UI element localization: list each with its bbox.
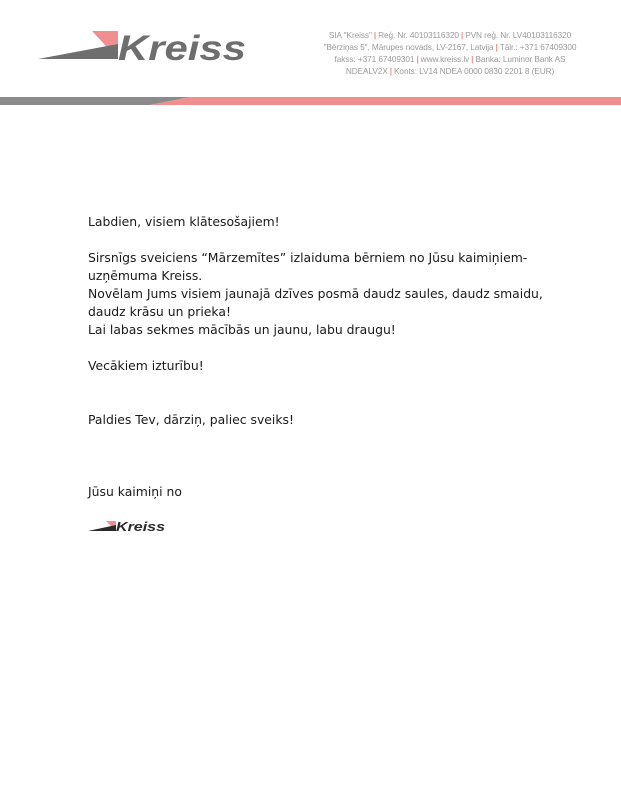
bank: Banka: Luminor Bank AS — [475, 54, 566, 64]
address: "Bērziņas 5", Mārupes novads, LV-2167, Latvija — [323, 42, 494, 52]
company-info-line1: SIA "Kreiss" | Reģ. Nr. 40103116320 | PVN reģ. Nr. LV40103116320 — [328, 30, 572, 40]
congrats-line-2: uzņēmuma Kreiss. — [88, 268, 203, 283]
farewell-line: Paldies Tev, dārziņ, paliec sveiks! — [88, 412, 294, 427]
sig-logo-dark-wedge — [88, 525, 116, 531]
letter-body — [88, 213, 548, 501]
rule-pink-segment — [150, 97, 621, 105]
company-info-line4: NDEALV2X | Konts: LV14 NDEA 0000 0830 2201 8 (EUR) — [345, 66, 555, 76]
website: www.kreiss.lv — [420, 54, 470, 64]
congrats-line-1: Sirsnīgs sveiciens “Mārzemītes” izlaiduma bērniem no Jūsu kaimiņiem- — [88, 250, 528, 265]
signature-line: Jūsu kaimiņi no — [88, 484, 182, 499]
account: Konts: LV14 NDEA 0000 0830 2201 8 (EUR) — [394, 66, 555, 76]
logo-wordmark: Kreiss — [118, 29, 246, 68]
logo-gray-wedge — [38, 44, 118, 59]
spacer — [88, 465, 548, 483]
company-name: SIA "Kreiss" — [328, 30, 372, 40]
letterhead — [0, 0, 621, 106]
header-rule — [0, 97, 621, 105]
swift: NDEALV2X — [345, 66, 388, 76]
spacer — [88, 375, 548, 393]
company-info-line2: "Bērziņas 5", Mārupes novads, LV-2167, Latvija | Tālr.: +371 67409300 — [323, 42, 577, 52]
company-info-line3: fakss: +371 67409301 | www.kreiss.lv | Banka: Luminor Bank AS — [334, 54, 566, 64]
vat-number: PVN reģ. Nr. LV40103116320 — [465, 30, 572, 40]
spacer — [88, 447, 548, 465]
phone: Tālr.: +371 67409300 — [499, 42, 577, 52]
greeting: Labdien, visiem klātesošajiem! — [88, 214, 280, 229]
signature-kreiss-logo — [88, 518, 168, 533]
wishes-line-1: Novēlam Jums visiem jaunajā dzīves posmā daudz saules, daudz smaidu, — [88, 286, 543, 301]
kreiss-logo — [38, 28, 250, 68]
registration-number: Reģ. Nr. 40103116320 — [378, 30, 459, 40]
spacer — [88, 393, 548, 411]
spacer — [88, 231, 548, 249]
spacer — [88, 339, 548, 357]
spacer — [88, 429, 548, 447]
wishes-line-2: daudz krāsu un prieka! — [88, 304, 231, 319]
company-info — [300, 29, 600, 77]
sig-logo-wordmark: Kreiss — [116, 519, 165, 533]
parents-line: Vecākiem izturību! — [88, 358, 204, 373]
fax: fakss: +371 67409301 — [334, 54, 415, 64]
wishes-line-3: Lai labas sekmes mācībās un jaunu, labu draugu! — [88, 322, 396, 337]
